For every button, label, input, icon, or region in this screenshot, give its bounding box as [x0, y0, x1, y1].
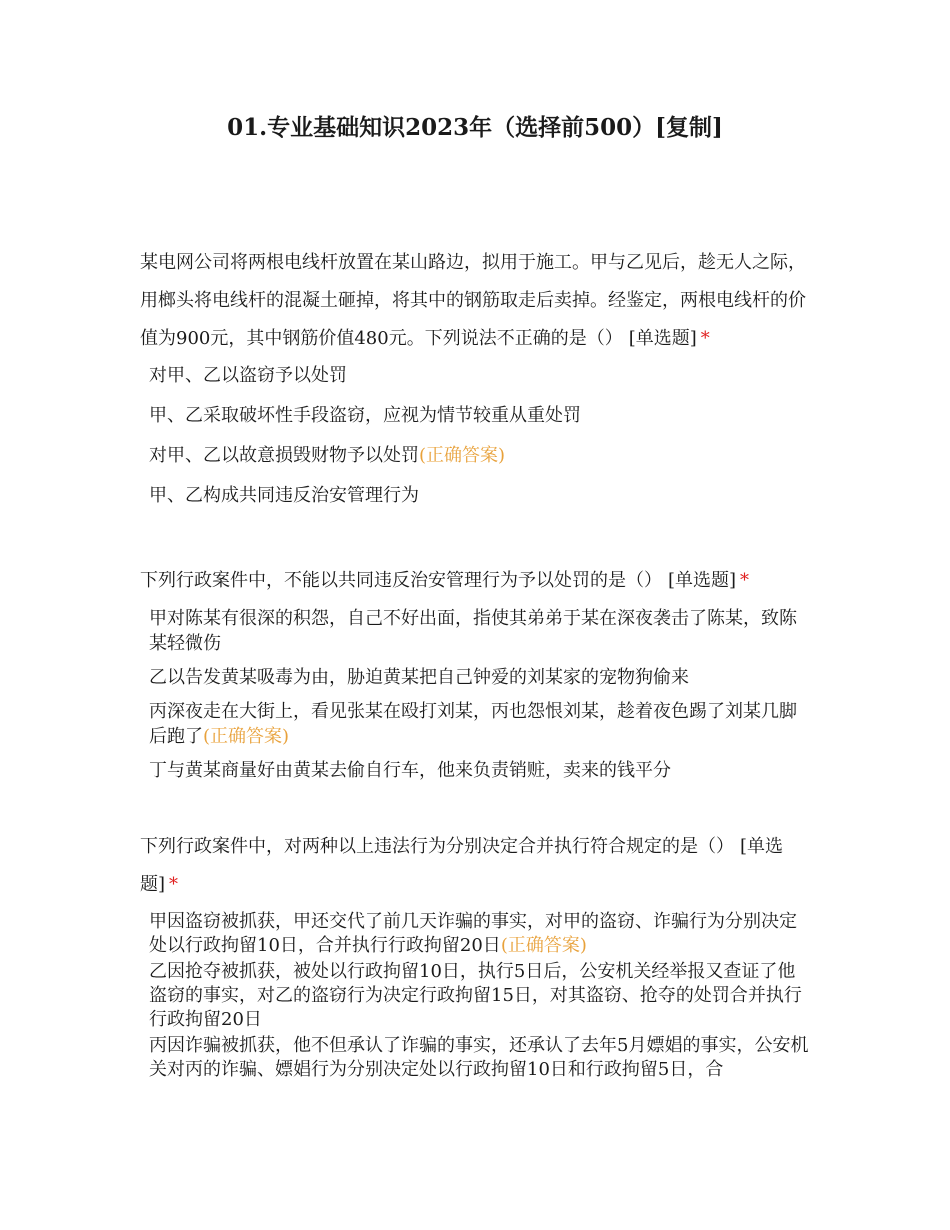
option-label: 丙深夜走在大街上，看见张某在殴打刘某，丙也怨恨刘某，趁着夜色踢了刘某几脚后跑了 — [149, 701, 797, 747]
option-label: 乙以告发黄某吸毒为由，胁迫黄某把自己钟爱的刘某家的宠物狗偷来 — [149, 667, 689, 688]
option-a[interactable] — [149, 606, 812, 656]
option-label: 甲、乙采取破坏性手段盗窃，应视为情节较重从重处罚 — [149, 405, 581, 426]
option-d[interactable] — [149, 484, 812, 508]
required-mark: * — [740, 570, 750, 591]
required-mark: * — [700, 328, 710, 349]
option-c[interactable] — [149, 699, 812, 749]
option-b[interactable] — [149, 665, 812, 690]
option-b[interactable] — [149, 960, 812, 1032]
correct-answer-mark: (正确答案) — [203, 726, 290, 747]
question-3 — [140, 828, 812, 1084]
question-type-label: [单选题] — [668, 570, 737, 591]
option-c[interactable] — [149, 444, 812, 468]
option-label: 对甲、乙以盗窃予以处罚 — [149, 365, 347, 386]
question-type-label: [单选题] — [140, 836, 784, 895]
option-label: 甲、乙构成共同违反治安管理行为 — [149, 485, 419, 506]
option-label: 甲对陈某有很深的积怨，自己不好出面，指使其弟弟于某在深夜袭击了陈某，致陈某轻微伤 — [149, 608, 797, 654]
option-list — [140, 364, 812, 508]
question-type-label: [单选题] — [628, 328, 697, 349]
option-c[interactable] — [149, 1034, 812, 1082]
question-1 — [140, 244, 812, 524]
question-stem — [140, 828, 812, 904]
question-stem — [140, 562, 812, 600]
question-text: 下列行政案件中，不能以共同违反治安管理行为予以处罚的是（） — [140, 570, 662, 591]
question-text: 某电网公司将两根电线杆放置在某山路边，拟用于施工。甲与乙见后，趁无人之际，用榔头将电线杆的混凝土砸掉，将其中的钢筋取走后卖掉。经鉴定，两根电线杆的价值为900元，其中钢筋价值480元。下列说法不正确的是（） — [140, 252, 806, 349]
option-label: 甲因盗窃被抓获，甲还交代了前几天诈骗的事实，对甲的盗窃、诈骗行为分别决定处以行政拘留10日，合并执行行政拘留20日 — [149, 911, 797, 956]
correct-answer-mark: (正确答案) — [419, 445, 506, 466]
option-list — [140, 606, 812, 783]
option-a[interactable] — [149, 910, 812, 958]
document-title: 01.专业基础知识2023年（选择前500）[复制] — [227, 114, 723, 141]
question-2 — [140, 562, 812, 792]
option-b[interactable] — [149, 404, 812, 428]
question-text: 下列行政案件中，对两种以上违法行为分别决定合并执行符合规定的是（） — [140, 836, 734, 857]
correct-answer-mark: (正确答案) — [500, 935, 587, 956]
option-label: 丙因诈骗被抓获，他不但承认了诈骗的事实，还承认了去年5月嫖娼的事实，公安机关对丙的诈骗、嫖娼行为分别决定处以行政拘留10日和行政拘留5日，合 — [149, 1035, 809, 1080]
option-d[interactable] — [149, 758, 812, 783]
option-label: 乙因抢夺被抓获，被处以行政拘留10日，执行5日后，公安机关经举报又查证了他盗窃的事实，对乙的盗窃行为决定行政拘留15日，对其盗窃、抢夺的处罚合并执行行政拘留20日 — [149, 961, 802, 1030]
option-a[interactable] — [149, 364, 812, 388]
option-label: 对甲、乙以故意损毁财物予以处罚 — [149, 445, 419, 466]
required-mark: * — [169, 874, 179, 895]
question-stem — [140, 244, 812, 358]
option-label: 丁与黄某商量好由黄某去偷自行车，他来负责销赃，卖来的钱平分 — [149, 760, 671, 781]
option-list — [140, 910, 812, 1082]
